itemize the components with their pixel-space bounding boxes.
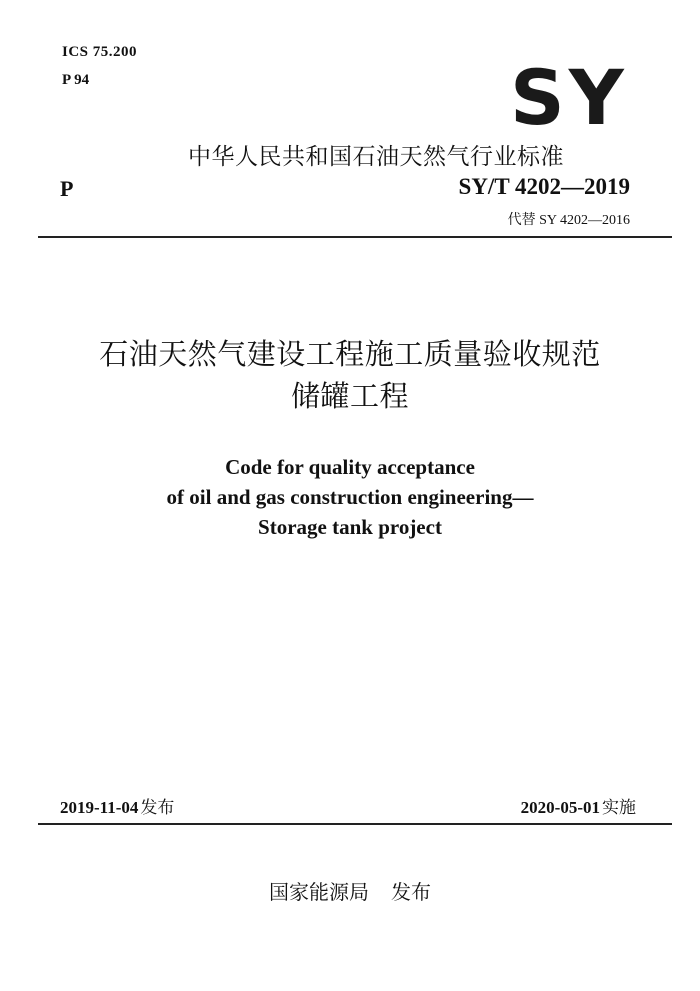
standard-number: SY/T 4202—2019 [458,174,630,199]
sy-logo: SY [510,53,628,142]
issue-date: 2019-11-04 [60,798,139,817]
footer-divider [38,823,672,825]
chinese-title-line-2: 储罐工程 [290,379,409,413]
replaces-number: SY 4202—2016 [539,213,630,228]
english-title-line-1: Code for quality acceptance [225,455,475,479]
header-divider [38,236,672,238]
english-title-line-3: Storage tank project [258,515,442,539]
issue-date-line [60,793,174,818]
category-letter: P [60,176,74,201]
implementation-date-line [521,793,636,818]
english-title-line-2: of oil and gas construction engineering— [166,485,534,509]
implementation-label: 实施 [602,798,636,818]
issuer-line [0,876,700,905]
replaces-label: 代替 [507,212,536,228]
chinese-title-line-1: 石油天然气建设工程施工质量验收规范 [99,337,601,371]
issuer-action: 发布 [391,880,431,904]
ics-code: ICS 75.200 [62,44,138,60]
english-title [0,452,700,542]
national-standard-label: 中华人民共和国石油天然气行业标准 [188,144,564,170]
replaces-line [508,209,630,229]
issuer-name: 国家能源局 [269,880,369,904]
implementation-date: 2020-05-01 [520,798,600,817]
issue-label: 发布 [140,798,175,818]
classification-code: P 94 [62,72,90,88]
chinese-title [0,333,700,417]
